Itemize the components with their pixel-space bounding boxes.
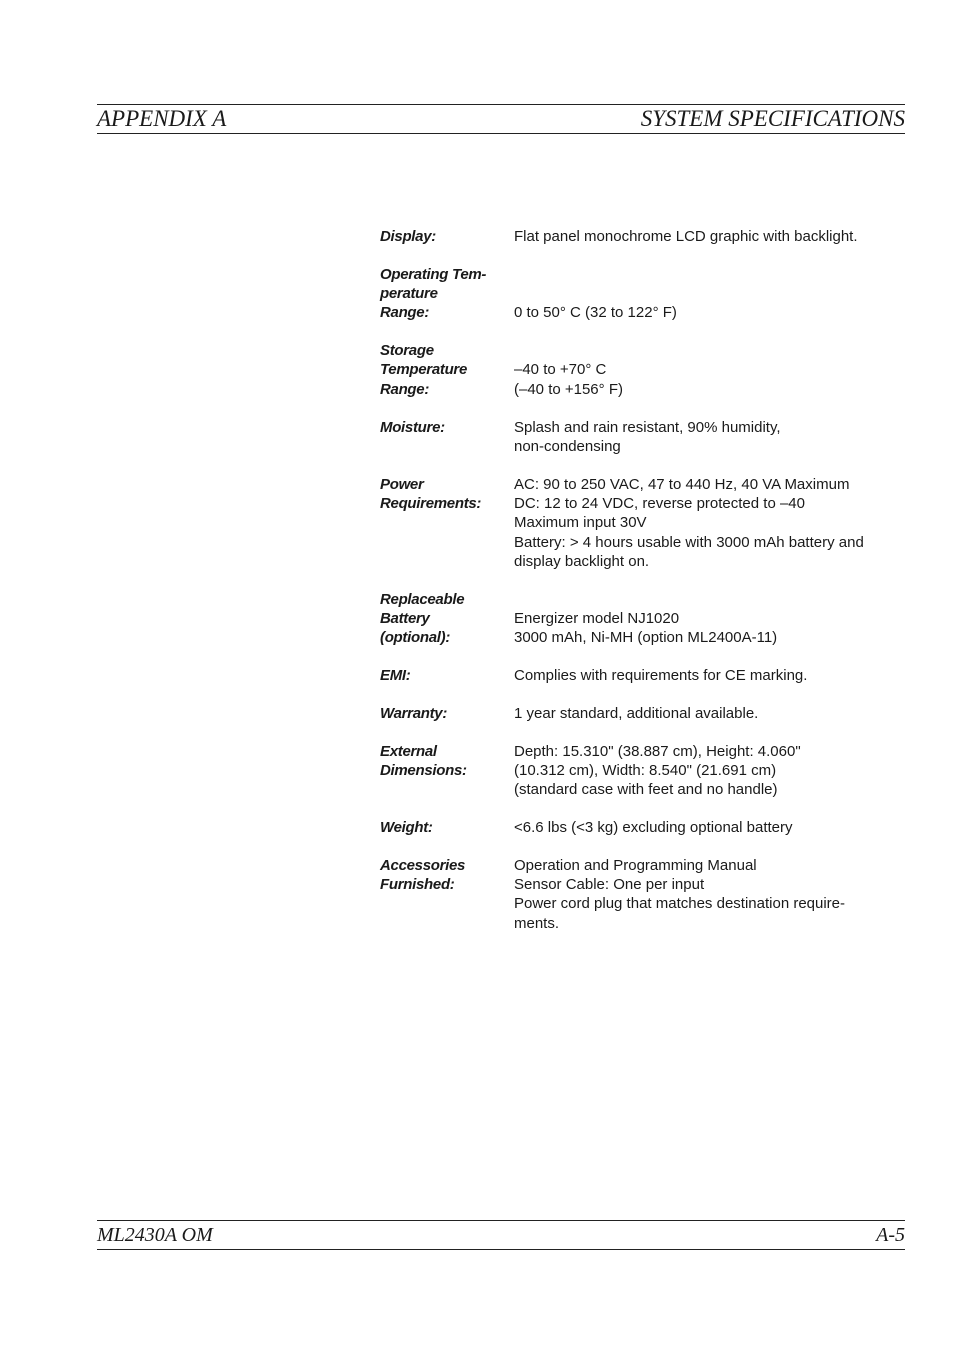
spec-value-line: ments. <box>514 914 560 932</box>
spec-label-line: Moisture: <box>380 418 445 436</box>
spec-label-line: Operating Tem- <box>380 265 487 283</box>
spec-label-line: Accessories <box>380 856 466 874</box>
spec-label <box>380 227 514 246</box>
spec-value-line: AC: 90 to 250 VAC, 47 to 440 Hz, 40 VA Maximum <box>514 475 850 493</box>
spec-value-line: –40 to +70° C <box>514 361 607 379</box>
spec-value <box>514 475 905 571</box>
specifications-list <box>380 227 905 952</box>
spec-label <box>380 475 514 571</box>
spec-value <box>514 818 905 837</box>
header-chapter-title: SYSTEM SPECIFICATIONS <box>640 106 905 131</box>
spec-value-line: 3000 mAh, Ni-MH (option ML2400A-11) <box>514 629 778 647</box>
spec-value-line: Energizer model NJ1020 <box>514 609 680 627</box>
spec-row-storage-temperature <box>380 341 905 399</box>
spec-value-line: <6.6 lbs (<3 kg) excluding optional battery <box>514 819 793 837</box>
spec-label-line: Storage <box>380 342 434 360</box>
spec-row-accessories-furnished <box>380 856 905 933</box>
page-footer <box>97 1220 905 1250</box>
spec-label <box>380 341 514 399</box>
spec-value <box>514 227 905 246</box>
spec-label <box>380 418 514 457</box>
spec-label <box>380 704 514 723</box>
spec-value-line: display backlight on. <box>514 552 650 570</box>
spec-label-line: (optional): <box>380 629 451 647</box>
page-header <box>97 104 905 134</box>
footer-page-number: A-5 <box>876 1224 905 1246</box>
spec-label <box>380 856 514 933</box>
spec-value-line: (10.312 cm), Width: 8.540" (21.691 cm) <box>514 761 777 779</box>
spec-value-line: Depth: 15.310" (38.887 cm), Height: 4.060" <box>514 742 801 760</box>
spec-row-external-dimensions <box>380 742 905 800</box>
spec-value-line: Operation and Programming Manual <box>514 856 757 874</box>
spec-label-line: Power <box>380 475 424 493</box>
spec-value-line: Flat panel monochrome LCD graphic with backlight. <box>514 228 858 245</box>
spec-row-replaceable-battery <box>380 590 905 648</box>
spec-label-line: Furnished: <box>380 876 455 894</box>
spec-value-line: Power cord plug that matches destination require- <box>514 895 846 913</box>
spec-value-line: DC: 12 to 24 VDC, reverse protected to –40 <box>514 494 805 512</box>
spec-value-line: Splash and rain resistant, 90% humidity, <box>514 418 781 436</box>
spec-label <box>380 666 514 685</box>
spec-value-line: Sensor Cable: One per input <box>514 876 705 894</box>
spec-value <box>514 666 905 685</box>
spec-value <box>514 265 905 323</box>
spec-label <box>380 265 514 323</box>
spec-label-line: EMI: <box>380 667 411 685</box>
spec-value-line <box>514 265 905 284</box>
spec-row-power-requirements <box>380 475 905 571</box>
spec-value-line: Battery: > 4 hours usable with 3000 mAh battery and <box>514 533 864 551</box>
spec-value-line: (standard case with feet and no handle) <box>514 781 778 799</box>
spec-label-line: Weight: <box>380 819 433 837</box>
spec-value-line: (–40 to +156° F) <box>514 380 623 398</box>
spec-label-line: Replaceable <box>380 590 465 608</box>
spec-value <box>514 742 905 800</box>
spec-label-line: Display: <box>380 228 436 245</box>
spec-value-line: 0 to 50° C (32 to 122° F) <box>514 304 677 322</box>
spec-row-emi <box>380 666 905 685</box>
spec-label-line: Dimensions: <box>380 761 467 779</box>
spec-value <box>514 590 905 648</box>
spec-label-line: Temperature <box>380 361 468 379</box>
spec-label <box>380 818 514 837</box>
spec-value-line: 1 year standard, additional available. <box>514 704 759 722</box>
spec-value <box>514 418 905 457</box>
spec-row-operating-temperature <box>380 265 905 323</box>
spec-value-line <box>514 284 905 303</box>
spec-value-line: Complies with requirements for CE marking. <box>514 667 808 685</box>
spec-row-display <box>380 227 905 246</box>
spec-label-line: External <box>380 742 437 760</box>
spec-label-line: perature <box>380 285 438 303</box>
spec-label-line: Requirements: <box>380 494 482 512</box>
spec-value <box>514 856 905 933</box>
spec-label-line: Range: <box>380 304 430 322</box>
spec-label <box>380 590 514 648</box>
spec-value-line: Maximum input 30V <box>514 514 647 532</box>
spec-row-weight <box>380 818 905 837</box>
spec-label-line: Battery <box>380 609 430 627</box>
spec-row-moisture <box>380 418 905 457</box>
spec-value-line <box>514 590 905 609</box>
spec-label <box>380 742 514 800</box>
spec-value <box>514 341 905 399</box>
spec-value-line: non-condensing <box>514 437 621 455</box>
spec-label-line: Range: <box>380 380 430 398</box>
spec-value-line <box>514 341 905 360</box>
header-section-title: APPENDIX A <box>97 106 227 131</box>
spec-value <box>514 704 905 723</box>
footer-document-id: ML2430A OM <box>97 1224 213 1246</box>
spec-row-warranty <box>380 704 905 723</box>
spec-label-line: Warranty: <box>380 704 448 722</box>
